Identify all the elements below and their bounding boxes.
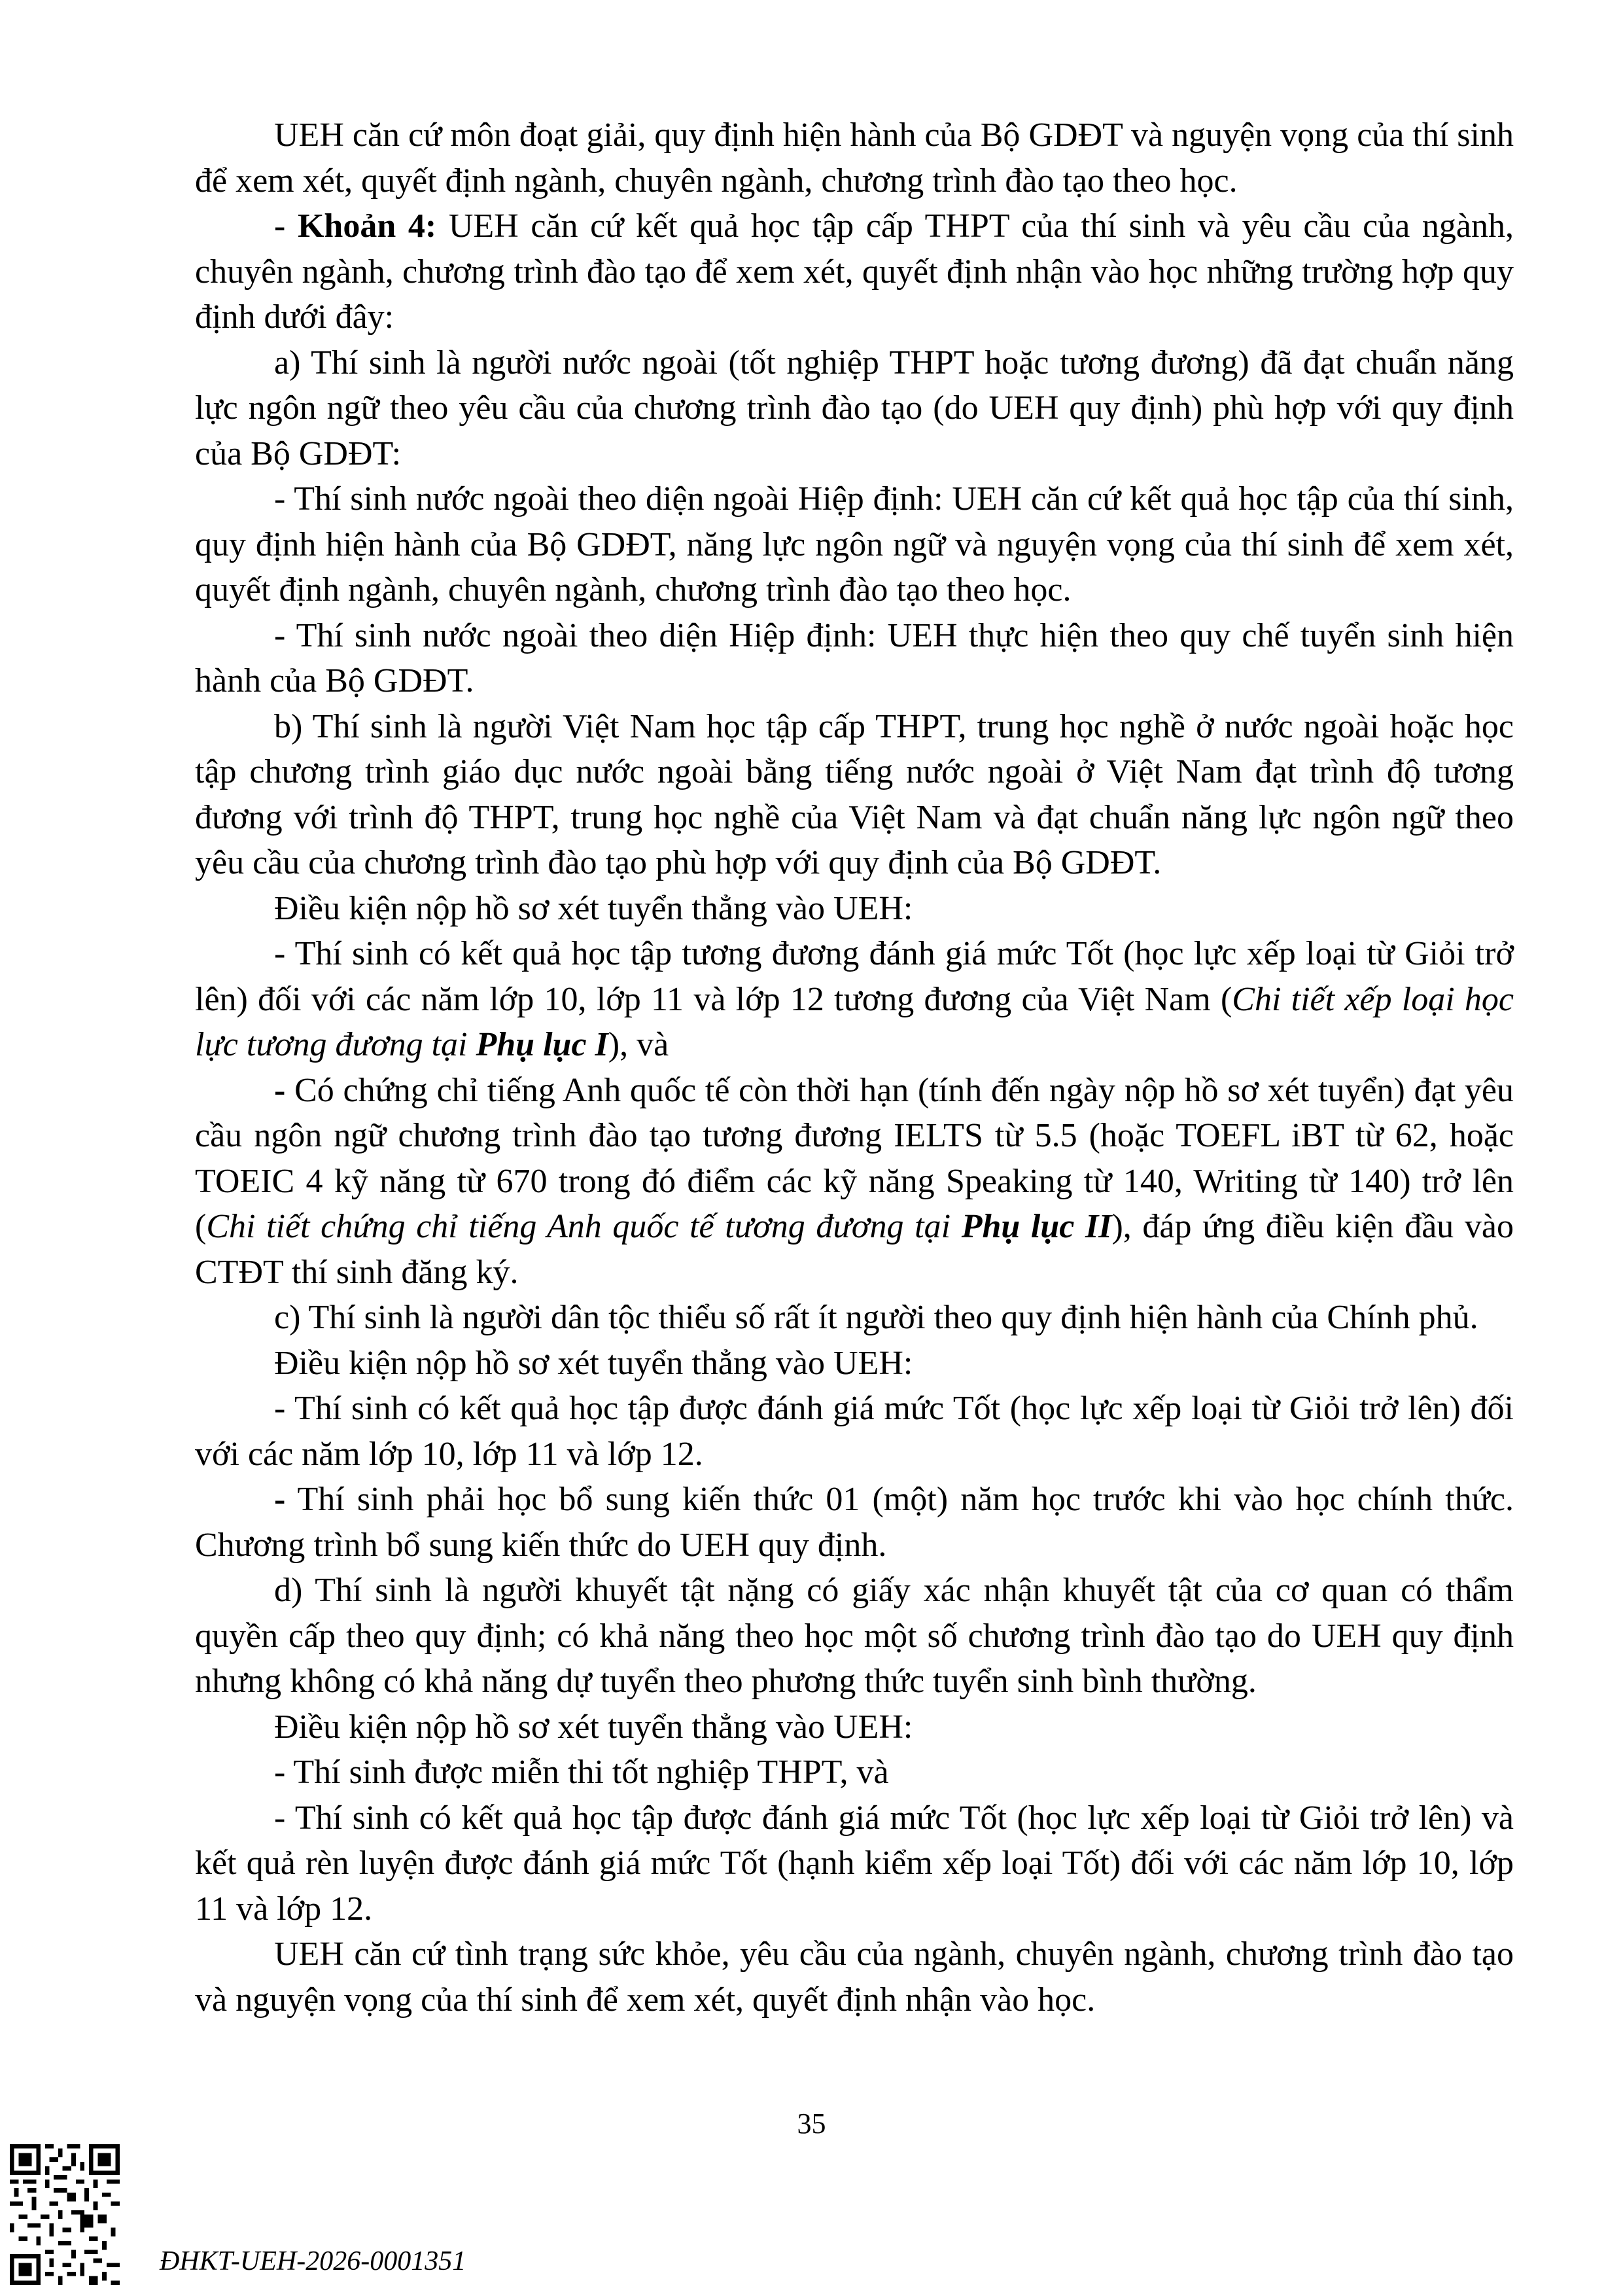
italic-text: Chi tiết xếp loại học lực tương đương tại [195, 980, 1514, 1063]
page-number: 35 [797, 2108, 826, 2140]
paragraph [195, 1477, 1514, 1568]
text: - Thí sinh có kết quả học tập tương đương đánh giá mức Tốt (học lực xếp loại từ Giỏi trở lên) đối với các năm lớp 10, lớp 11 và lớp 12 tương đương của Việt Nam ( [195, 935, 1514, 1018]
italic-text: Chi tiết chứng chỉ tiếng Anh quốc tế tương đương tại [206, 1208, 962, 1245]
qr-code-icon [9, 2144, 120, 2285]
bold-dash: - [274, 1071, 286, 1109]
paragraph [195, 1068, 1514, 1296]
paragraph: - Thí sinh nước ngoài theo diện ngoài Hiệp định: UEH căn cứ kết quả học tập của thí sinh, quy định hiện hành của Bộ GDĐT, năng lực ngôn ngữ và nguyện vọng của thí sinh để xem xét, quyết định ngành, chuyên ngành, chương trình đào tạo theo học. [195, 480, 1514, 609]
bold-dash: - [274, 1481, 286, 1518]
paragraph: UEH căn cứ môn đoạt giải, quy định hiện hành của Bộ GDĐT và nguyện vọng của thí sinh để xem xét, quyết định ngành, chuyên ngành, chương trình đào tạo theo học. [195, 116, 1514, 200]
paragraph: a) Thí sinh là người nước ngoài (tốt nghiệp THPT hoặc tương đương) đã đạt chuẩn năng lực ngôn ngữ theo yêu cầu của chương trình đào tạo (do UEH quy định) phù hợp với quy định của Bộ GDĐT: [195, 344, 1514, 472]
paragraph: Điều kiện nộp hồ sơ xét tuyển thẳng vào UEH: [274, 1344, 913, 1382]
paragraph: d) Thí sinh là người khuyết tật nặng có giấy xác nhận khuyết tật của cơ quan có thẩm quyền cấp theo quy định; có khả năng theo học một số chương trình đào tạo do UEH quy định nhưng không có khả năng dự tuyển theo phương thức tuyển sinh bình thường. [195, 1572, 1514, 1700]
khoan-text: UEH căn cứ kết quả học tập cấp THPT của thí sinh và yêu cầu của ngành, chuyên ngành, chương trình đào tạo để xem xét, quyết định nhận vào học những trường hợp quy định dưới đây: [195, 207, 1514, 336]
khoan-label: - Khoản 4: [274, 207, 437, 245]
text: ), đáp ứng điều kiện đầu vào CTĐT thí sinh đăng ký. [195, 1208, 1514, 1291]
text: ), và [608, 1026, 669, 1063]
paragraph-khoan-4 [195, 203, 1514, 340]
appendix-reference: Phụ lục I [476, 1026, 608, 1063]
paragraph: - Thí sinh có kết quả học tập được đánh giá mức Tốt (học lực xếp loại từ Giỏi trở lên) và kết quả rèn luyện được đánh giá mức Tốt (hạnh kiểm xếp loại Tốt) đối với các năm lớp 10, lớp 11 và lớp 12. [195, 1799, 1514, 1928]
paragraph: - Thí sinh được miễn thi tốt nghiệp THPT, và [274, 1754, 889, 1791]
paragraph: c) Thí sinh là người dân tộc thiểu số rất ít người theo quy định hiện hành của Chính phủ. [274, 1299, 1478, 1336]
document-code: ĐHKT-UEH-2026-0001351 [160, 2246, 466, 2276]
paragraph: Điều kiện nộp hồ sơ xét tuyển thẳng vào UEH: [274, 1708, 913, 1746]
paragraph [195, 931, 1514, 1068]
paragraph: Điều kiện nộp hồ sơ xét tuyển thẳng vào UEH: [274, 889, 913, 927]
text: Thí sinh phải học bổ sung kiến thức 01 (một) năm học trước khi vào học chính thức. Chương trình bổ sung kiến thức do UEH quy định. [195, 1481, 1514, 1564]
paragraph: - Thí sinh có kết quả học tập được đánh giá mức Tốt (học lực xếp loại từ Giỏi trở lên) đối với các năm lớp 10, lớp 11 và lớp 12. [195, 1390, 1514, 1473]
paragraph: UEH căn cứ tình trạng sức khỏe, yêu cầu của ngành, chuyên ngành, chương trình đào tạo và nguyện vọng của thí sinh để xem xét, quyết định nhận vào học. [195, 1935, 1514, 2019]
text: Có chứng chỉ tiếng Anh quốc tế còn thời hạn (tính đến ngày nộp hồ sơ xét tuyển) đạt yêu cầu ngôn ngữ chương trình đào tạo tương đương IELTS từ 5.5 (hoặc TOEFL iBT từ 62, hoặc TOEIC 4 kỹ năng từ 670 trong đó điểm các kỹ năng Speaking từ 140, Writing từ 140) trở lên ( [195, 1071, 1514, 1245]
paragraph: b) Thí sinh là người Việt Nam học tập cấp THPT, trung học nghề ở nước ngoài hoặc học tập chương trình giáo dục nước ngoài bằng tiếng nước ngoài ở Việt Nam đạt trình độ tương đương với trình độ THPT, trung học nghề của Việt Nam và đạt chuẩn năng lực ngôn ngữ theo yêu cầu của chương trình đào tạo phù hợp với quy định của Bộ GDĐT. [195, 707, 1514, 881]
appendix-reference: Phụ lục II [961, 1208, 1112, 1245]
document-body [195, 113, 1514, 2022]
paragraph: - Thí sinh nước ngoài theo diện Hiệp định: UEH thực hiện theo quy chế tuyển sinh hiện hành của Bộ GDĐT. [195, 616, 1514, 699]
